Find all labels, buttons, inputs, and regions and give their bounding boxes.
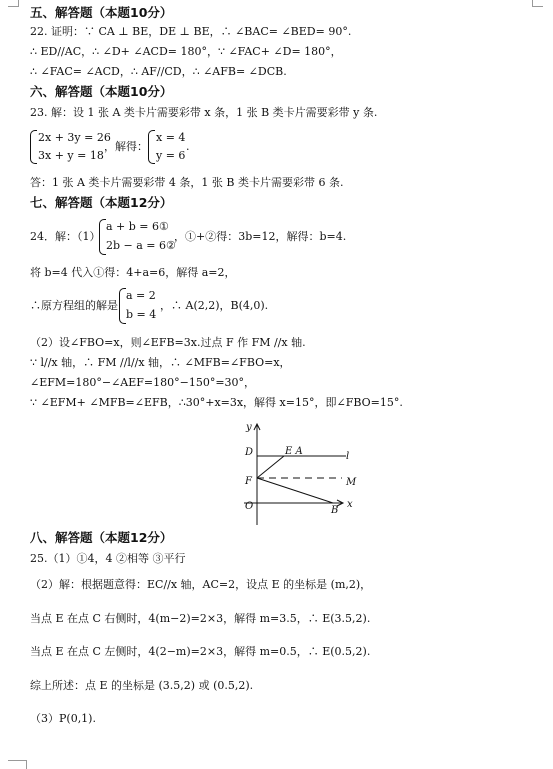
label-o: O (245, 501, 254, 512)
q24-brace (99, 219, 106, 255)
q23-answer: 答：1 张 A 类卡片需要彩带 4 条，1 张 B 类卡片需要彩带 6 条. (30, 176, 344, 189)
q25-line-6: （3）P(0,1). (30, 712, 96, 725)
q24-line-3-suffix: ，∴ A(2,2)，B(4,0). (160, 299, 269, 312)
section-6-title: 六、解答题（本题10分） (30, 84, 173, 99)
section-5-title: 五、解答题（本题10分） (30, 5, 173, 20)
q24-equation-2: 2b − a = 6② (106, 239, 176, 252)
q23-equation-2: 3x + y = 18 (38, 149, 104, 162)
y-axis-arrow (254, 424, 260, 430)
q24-part1-suffix: ，①+②得：3b=12，解得：b=4. (174, 230, 347, 243)
q25-line-4: 当点 E 在点 C 左侧时，4(2−m)=2×3，解得 m=0.5，∴ E(0.5,2). (30, 645, 371, 658)
q25-line-1: 25.（1）①4，4 ②相等 ③平行 (30, 552, 186, 565)
q24-line-5: ∵ l//x 轴，∴ FM //l//x 轴，∴ ∠MFB=∠FBO=x， (30, 356, 291, 369)
q23-brace (30, 130, 37, 164)
q22-line-1: 22. 证明：∵ CA ⊥ BE，DE ⊥ BE，∴ ∠BAC= ∠BED= 90°. (30, 25, 352, 38)
q23-solution-2: y = 6 (156, 149, 186, 162)
x-axis-arrow (337, 500, 343, 506)
q24-line-3-prefix: ∴原方程组的解是 (30, 299, 118, 312)
section-8-title: 八、解答题（本题12分） (30, 530, 173, 545)
label-y: y (246, 422, 252, 433)
label-x: x (347, 499, 353, 510)
q23-solution-brace (148, 130, 155, 164)
label-m: M (346, 477, 357, 488)
q24-part1-prefix: 24．解：（1） (30, 230, 101, 243)
corner-mark-top-right (532, 0, 543, 7)
q24-equation-1: a + b = 6① (106, 220, 169, 233)
q22-line-2: ∴ ED//AC，∴ ∠D+ ∠ACD= 180°，∵ ∠FAC+ ∠D= 180°， (30, 45, 342, 58)
q24-solution-brace (119, 288, 126, 324)
q25-line-3: 当点 E 在点 C 右侧时，4(m−2)=2×3，解得 m=3.5，∴ E(3.5,2). (30, 612, 371, 625)
q23-period: . (186, 140, 190, 153)
corner-mark-top-left (8, 0, 19, 7)
q24-line-2: 将 b=4 代入①得：4+a=6，解得 a=2， (30, 266, 236, 279)
q24-line-4: （2）设∠FBO=x，则∠EFB=3x.过点 F 作 FM //x 轴. (30, 336, 306, 349)
label-l: l (346, 451, 350, 462)
q24-solution-1: a = 2 (126, 289, 156, 302)
q23-equation-1: 2x + 3y = 26 (38, 131, 111, 144)
q25-line-5: 综上所述：点 E 的坐标是 (3.5,2) 或 (0.5,2). (30, 679, 254, 692)
q24-line-7: ∵ ∠EFM+ ∠MFB=∠EFB，∴30°+x=3x，解得 x=15°，即∠FBO=15°. (30, 396, 403, 409)
q24-line-6: ∠EFM=180°−∠AEF=180°−150°=30°， (30, 376, 256, 389)
q23-line-1: 23. 解：设 1 张 A 类卡片需要彩带 x 条，1 张 B 类卡片需要彩带 y 条. (30, 106, 378, 119)
label-ea: E A (285, 446, 303, 457)
section-7-title: 七、解答题（本题12分） (30, 195, 173, 210)
q23-solve-label: ，解得： (104, 140, 148, 153)
label-f: F (245, 476, 252, 487)
label-b: B (331, 505, 339, 516)
q23-solution-1: x = 4 (156, 131, 186, 144)
label-d: D (245, 447, 254, 458)
segment-fe (257, 456, 284, 478)
q25-line-2: （2）解：根据题意得：EC//x 轴，AC=2，设点 E 的坐标是 (m,2)， (30, 578, 372, 591)
segment-fb (257, 478, 333, 503)
q24-solution-2: b = 4 (126, 308, 157, 321)
q22-line-3: ∴ ∠FAC= ∠ACD，∴ AF//CD，∴ ∠AFB= ∠DCB. (30, 65, 287, 78)
